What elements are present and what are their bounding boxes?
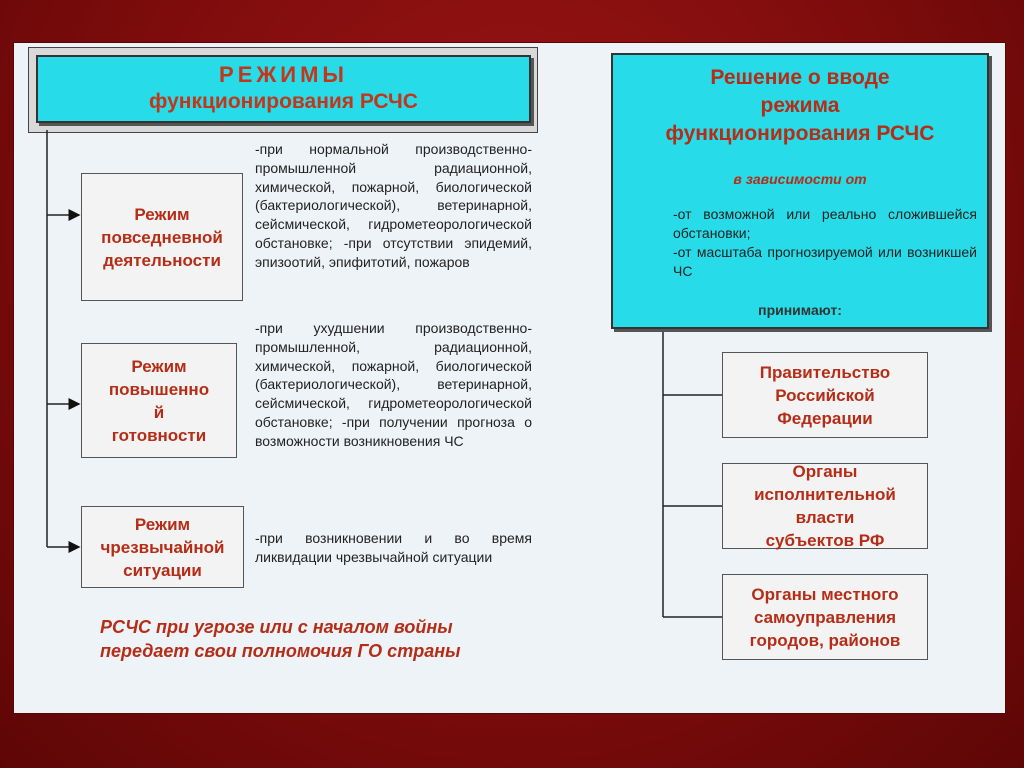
title-subheading: функционирования РСЧС <box>149 90 418 113</box>
org-box-local-government: Органы местного самоуправления городов, районов <box>722 574 928 660</box>
mode-description-daily: -при нормальной производственно-промышленной радиационной, химической, пожарной, биологической (бактериологической), ветеринарной, сейсмической, гидрометеорологической обстановке; -при отсутствии эпидемий, эпизоотий, эпифитотий, пожаров <box>255 141 532 270</box>
decision-criterion: -от возможной или реально сложившейся обстановки; <box>673 206 977 241</box>
decision-accepts-label: принимают: <box>758 302 842 318</box>
decision-criteria <box>673 205 977 281</box>
mode-label: Режим повседневной деятельности <box>101 204 223 270</box>
decision-title: Решение о вводе режима функционирования РСЧС <box>665 66 935 145</box>
mode-box-daily <box>81 173 243 301</box>
mode-label: Режим повышенно й готовности <box>108 356 210 445</box>
decision-depends-label: в зависимости от <box>733 171 867 187</box>
footer-note: РСЧС при угрозе или с началом войны передает свои полномочия ГО страны <box>100 617 461 661</box>
title-heading: РЕЖИМЫ <box>219 62 348 87</box>
mode-description-high-readiness: -при ухудшении производственно-промышленной, радиационной, химической, пожарной, биологической (бактериологической), ветеринарной, сейсмической, гидрометеорологической обстановке; -при получении прогноза о возможности возникновения ЧС <box>255 320 532 449</box>
mode-label: Режим чрезвычайной ситуации <box>100 514 225 580</box>
mode-box-high-readiness <box>81 343 237 458</box>
mode-box-emergency <box>81 506 244 588</box>
mode-description-emergency: -при возникновении и во время ликвидации чрезвычайной ситуации <box>255 530 532 565</box>
org-box-government: Правительство Российской Федерации <box>722 352 928 438</box>
decision-criterion: -от масштаба прогнозируемой или возникшей ЧС <box>673 244 977 279</box>
org-box-regional-executive: Органы исполнительной власти субъектов РФ <box>722 463 928 549</box>
decision-box <box>611 53 989 329</box>
